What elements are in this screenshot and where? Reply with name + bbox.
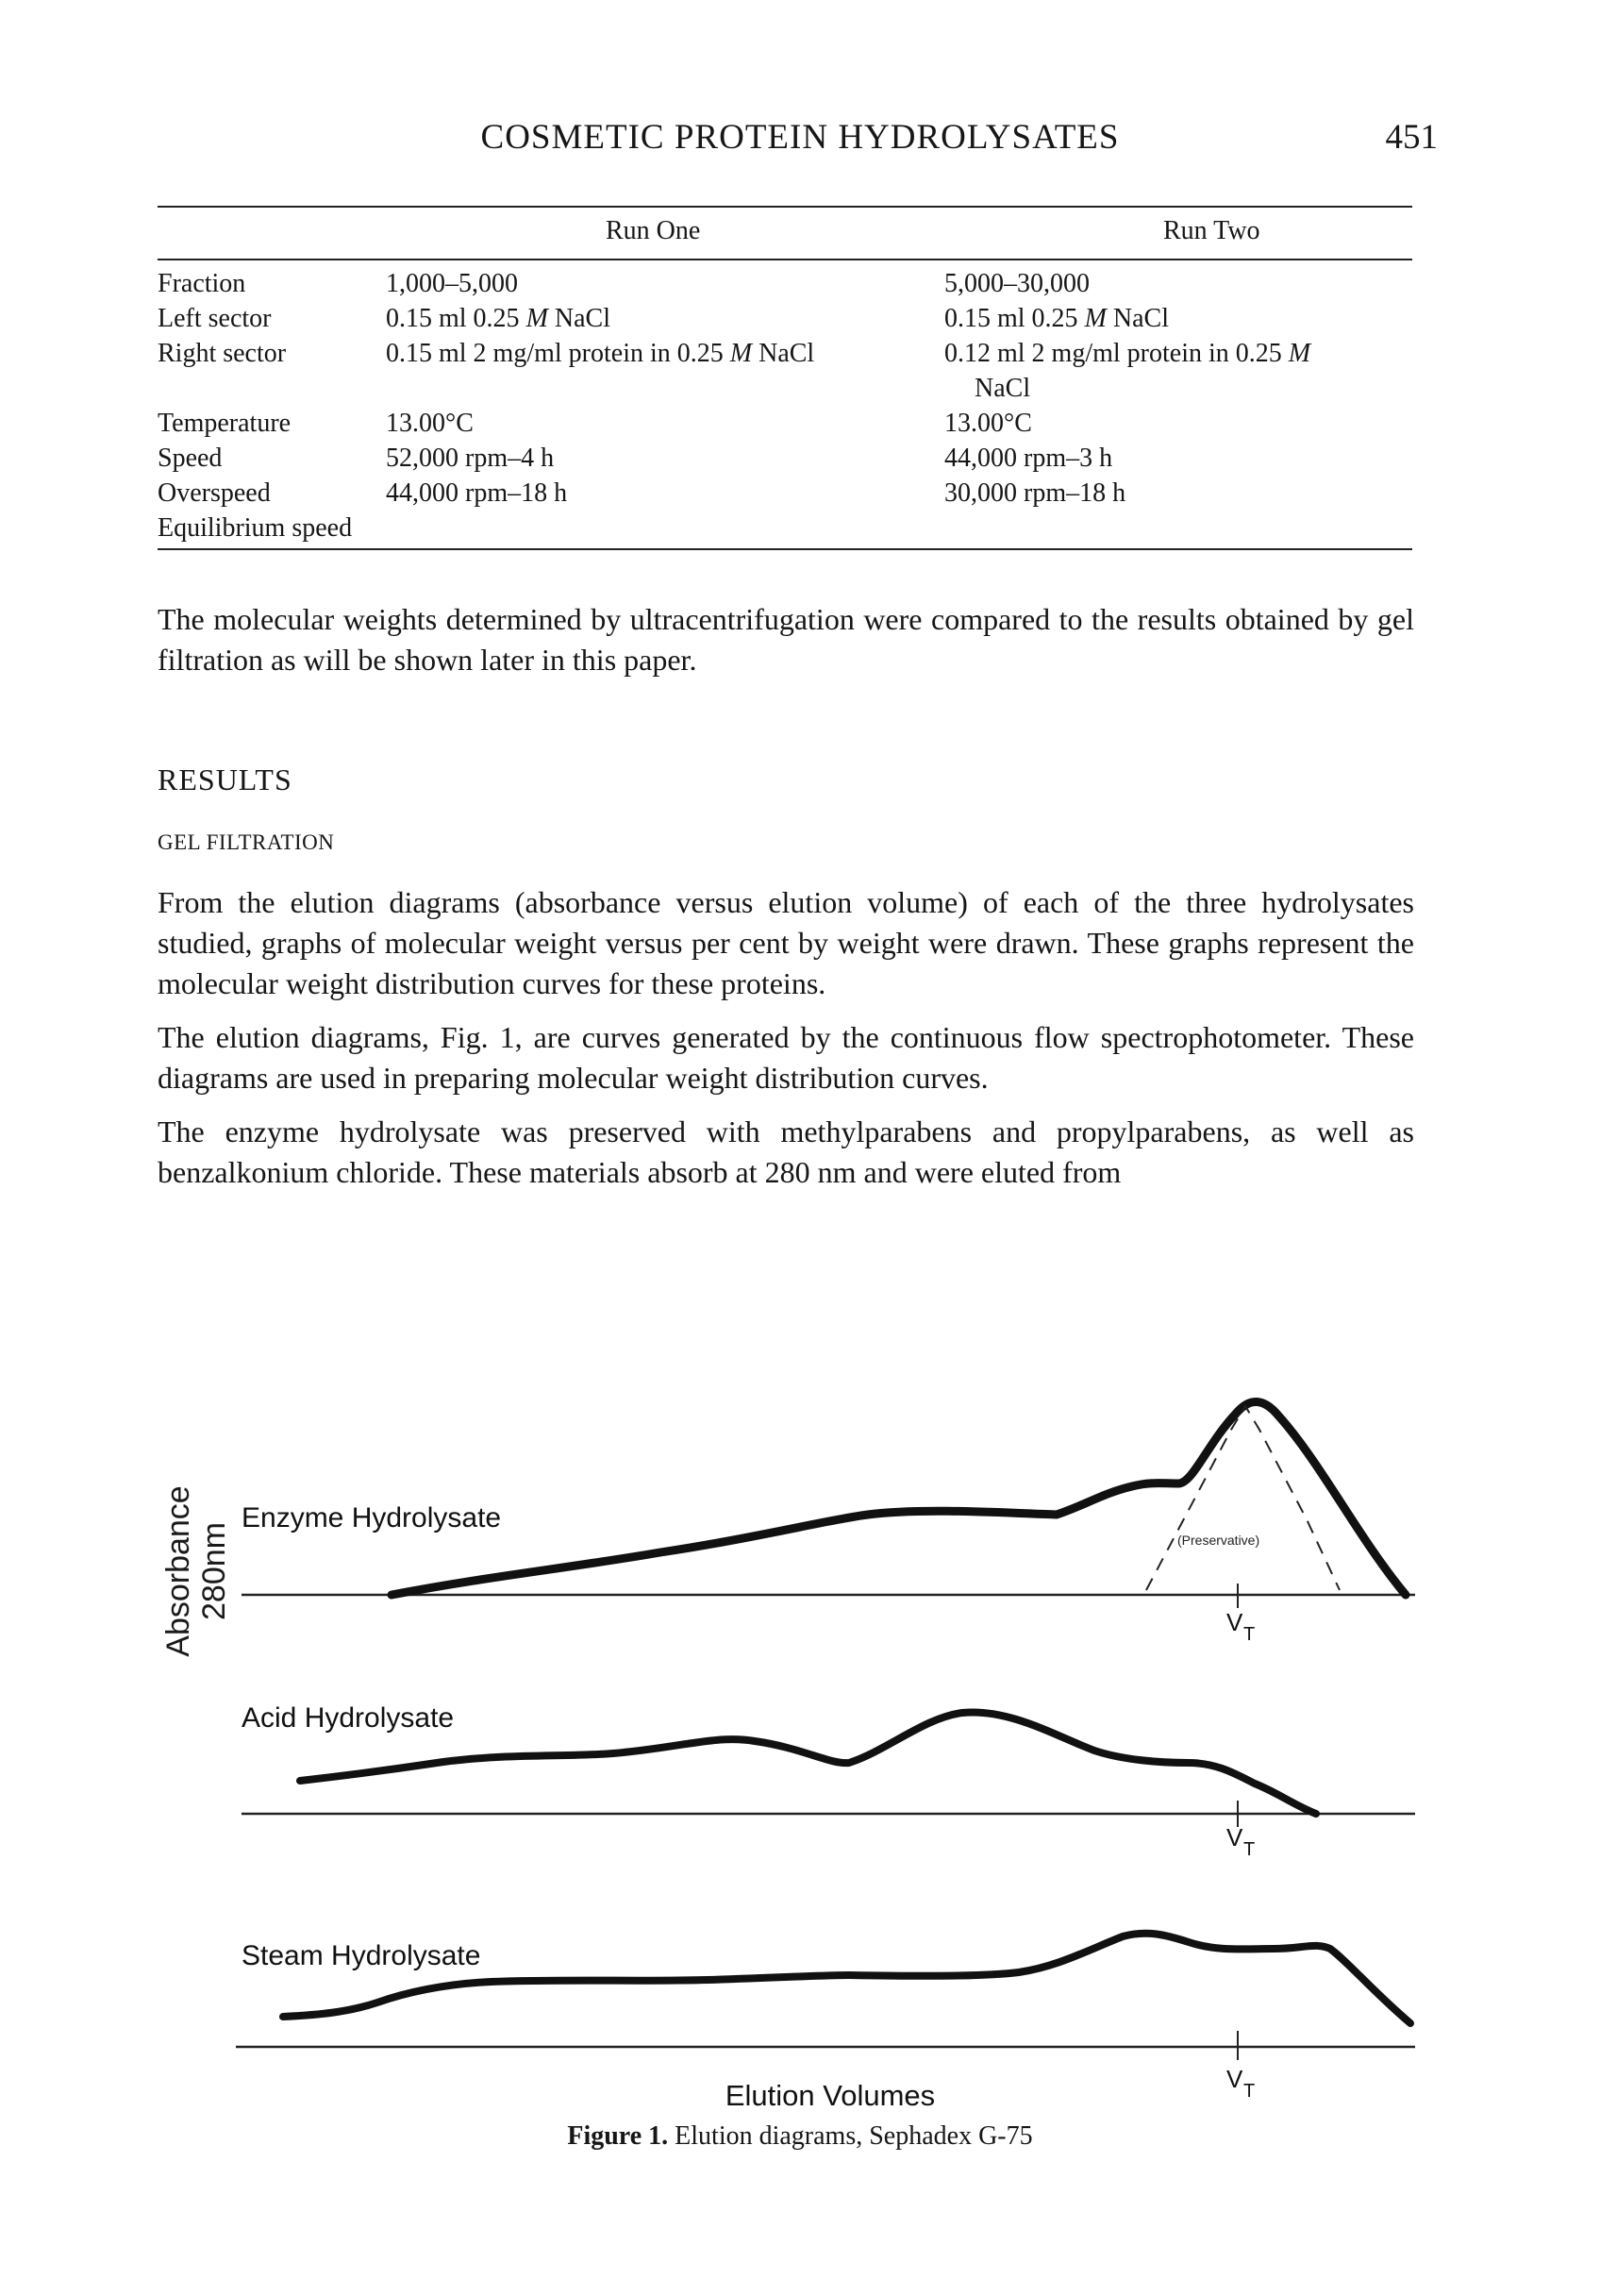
vt-subscript: T <box>1243 1624 1256 1645</box>
table-cell: 30,000 rpm–18 h <box>944 478 1126 508</box>
caption-text: Elution diagrams, Sephadex G-75 <box>675 2121 1033 2151</box>
vt-label: V <box>1226 1823 1243 1852</box>
paragraph: The enzyme hydrolysate was preserved with methylparabens and propylparabens, as well as benzalkonium chloride. These materials absorb at 280 nm and were eluted from <box>158 1114 1414 1189</box>
table-run-two-values <box>944 266 1310 511</box>
table-bottom-rule <box>158 548 1412 550</box>
vt-marker-enzyme <box>1226 1608 1255 1645</box>
enzyme-curve <box>392 1401 1406 1595</box>
x-axis-label: Elution Volumes <box>725 2079 936 2112</box>
table-cell: 1,000–5,000 <box>386 269 518 298</box>
figure-caption <box>0 2121 1600 2152</box>
table-row-spacer <box>386 371 814 406</box>
table-col-head-run-two: Run Two <box>1163 216 1260 245</box>
table-row-label: Speed <box>158 444 223 473</box>
vt-subscript: T <box>1243 2081 1256 2102</box>
vt-marker-acid <box>1226 1823 1255 1860</box>
table-cell: 0.12 ml 2 mg/ml protein in 0.25 M <box>944 339 1311 368</box>
table-row-labels <box>158 266 352 545</box>
table-cell: NaCl <box>975 374 1031 403</box>
table-row-label: Equilibrium speed <box>158 513 353 543</box>
vt-label: V <box>1226 1608 1243 1636</box>
table-run-one-values <box>386 266 814 511</box>
table-row-label: Right sector <box>158 339 287 368</box>
vt-subscript: T <box>1243 1839 1256 1860</box>
table-cell: 13.00°C <box>944 409 1032 438</box>
panel-label-enzyme: Enzyme Hydrolysate <box>242 1502 502 1533</box>
table-cell: 44,000 rpm–3 h <box>944 444 1113 473</box>
table-cell: 0.15 ml 0.25 M NaCl <box>386 304 610 333</box>
table-row-label: Fraction <box>158 269 246 298</box>
body-paragraphs <box>158 882 1414 1206</box>
table-cell: 52,000 rpm–4 h <box>386 444 555 473</box>
preservative-label: (Preservative) <box>1177 1533 1260 1548</box>
table-cell: 13.00°C <box>386 409 474 438</box>
elution-figure <box>0 1321 1600 2133</box>
table-top-rule <box>158 206 1412 208</box>
page-number: 451 <box>1385 118 1438 157</box>
intro-paragraph: The molecular weights determined by ultracentrifugation were compared to the results obtained by gel filtration as will be shown later in this paper. <box>158 602 1414 677</box>
table-cell: 5,000–30,000 <box>944 269 1090 298</box>
section-heading: RESULTS <box>158 763 292 796</box>
paragraph: From the elution diagrams (absorbance versus elution volume) of each of the three hydrolysates studied, graphs of molecular weight versus per cent by weight were drawn. These graphs represent the molecular weight distribution curves for these proteins. <box>158 885 1414 1000</box>
preservative-curve <box>1146 1406 1340 1590</box>
vt-marker-steam <box>1226 2065 1255 2102</box>
running-header: COSMETIC PROTEIN HYDROLYSATES <box>480 118 1120 157</box>
y-axis-label <box>160 1485 232 1656</box>
table-cell: 0.15 ml 0.25 M NaCl <box>944 304 1169 333</box>
vt-label: V <box>1226 2065 1243 2093</box>
panel-label-steam: Steam Hydrolysate <box>242 1940 481 1971</box>
table-head-rule <box>158 259 1412 260</box>
table-row-label: Overspeed <box>158 478 271 508</box>
table-cell: 44,000 rpm–18 h <box>386 478 568 508</box>
table-row-spacer <box>158 371 352 406</box>
y-axis-label-line1: Absorbance <box>160 1485 196 1657</box>
y-axis-label-line2: 280nm <box>196 1522 232 1620</box>
table-cell: 0.15 ml 2 mg/ml protein in 0.25 M NaCl <box>386 339 815 368</box>
panel-label-acid: Acid Hydrolysate <box>242 1702 455 1734</box>
table-row-label: Temperature <box>158 409 292 438</box>
paragraph: The elution diagrams, Fig. 1, are curves generated by the continuous flow spectrophotometer. These diagrams are used in preparing molecular weight distribution curves. <box>158 1020 1414 1095</box>
table-row-label: Left sector <box>158 304 272 333</box>
subsection-heading: GEL FILTRATION <box>158 830 335 854</box>
caption-label: Figure 1. <box>567 2121 669 2151</box>
table-col-head-run-one: Run One <box>606 216 701 245</box>
